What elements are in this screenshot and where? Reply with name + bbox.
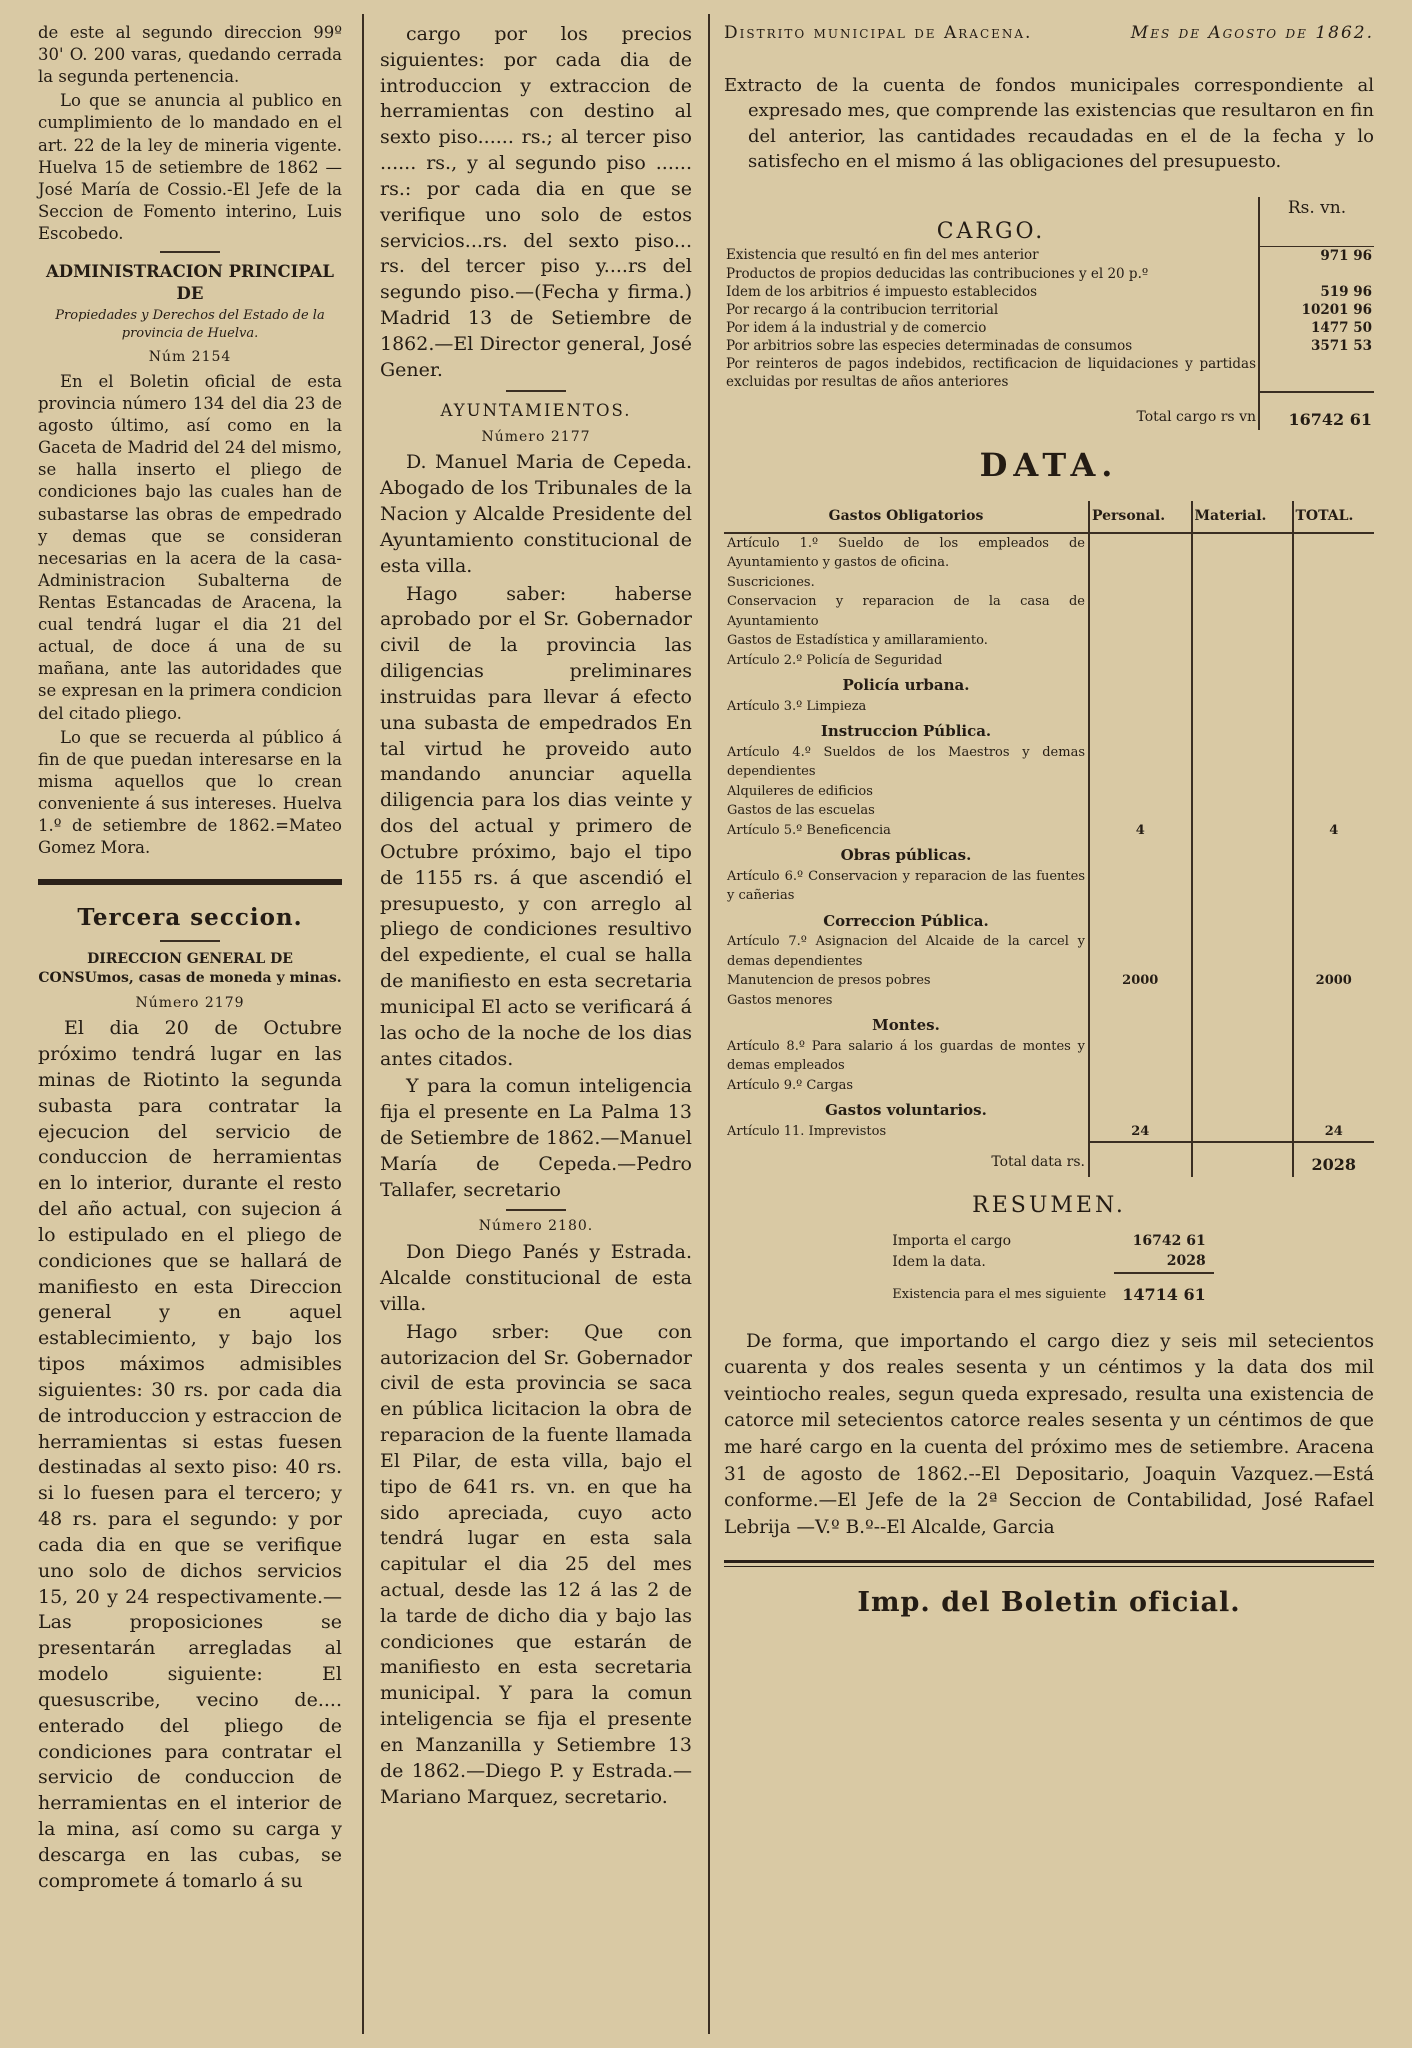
data-material (1192, 716, 1293, 743)
ayuntamientos-heading: AYUNTAMIENTOS. (440, 400, 632, 420)
cargo-label: Por reinteros de pagos indebidos, rectificacion de liquidaciones y partidas excluidas por resultas de años anteriores (726, 356, 1256, 391)
paragraph: Hago srber: Que con autorizacion del Sr. Gobernador civil de esta provincia se saca en pública licitacion la obra de reparacion de la fuente llamada El Pilar, de esta villa, bajo el tipo de 641 rs. vn. en que ha sido apreciada, cuyo acto tendrá lugar en esta sala capitular el dia 25 del mes actual, desde las 12 á las 2 de la tarde de dicho dia y bajo las condiciones que estarán de manifiesto en esta secretaria municipal. Y para la comun inteligencia se fija el presente en Manzanilla y Setiembre 13 de 1862.—Diego P. y Estrada.—Mariano Marquez, secretario. (380, 1320, 692, 1808)
data-row (724, 801, 1374, 821)
cargo-label: Idem de los arbitrios é impuesto establecidos (726, 284, 1038, 301)
data-label: Artículo 11. Imprevistos (727, 1123, 887, 1139)
data-total (1293, 743, 1375, 782)
data-label: Conservacion y reparacion de la casa de Ayuntamiento (727, 594, 1085, 629)
data-total (1293, 697, 1375, 717)
data-row (724, 697, 1374, 717)
paragraph: Don Diego Panés y Estrada. Alcalde constitucional de esta villa. (380, 1241, 692, 1315)
paragraph: Lo que se recuerda al público á fin de que puedan interesarse en la misma aquellos que lo crean conveniente á sus intereses. Huelva 1.º de setiembre de 1862.=Mateo Gomez Mora. (38, 727, 342, 858)
cargo-row (724, 319, 1374, 337)
data-total: 4 (1293, 821, 1375, 841)
notice-number: Núm 2154 (148, 349, 232, 366)
data-total (1293, 801, 1375, 821)
data-row (724, 631, 1374, 651)
data-total (1293, 651, 1375, 671)
data-material (1192, 631, 1293, 651)
resumen-total: 14714 61 (1114, 1273, 1214, 1306)
data-total (1293, 573, 1375, 593)
cargo-row (724, 301, 1374, 319)
data-personal: 4 (1089, 821, 1192, 841)
resumen-table (884, 1231, 1213, 1307)
data-personal (1089, 697, 1192, 717)
data-label: Artículo 4.º Sueldos de los Maestros y demas dependientes (727, 744, 1085, 780)
cargo-amount (1259, 265, 1374, 283)
data-personal (1089, 840, 1192, 867)
cargo-amount: 1477 50 (1259, 319, 1374, 337)
data-total (1293, 1010, 1375, 1037)
notice-number: Número 2180. (478, 1218, 594, 1235)
data-material (1192, 533, 1293, 573)
paragraph: Y para la comun inteligencia fija el presente en La Palma 13 de Setiembre de 1862.—Manuel María de Cepeda.—Pedro Tallafer, secretario (380, 1075, 692, 1201)
data-category-row (724, 716, 1374, 743)
data-personal (1089, 743, 1192, 782)
cargo-amount: 10201 96 (1259, 301, 1374, 319)
cargo-row (724, 283, 1374, 301)
data-personal (1089, 991, 1192, 1011)
notice-number: Número 2177 (481, 428, 591, 445)
data-personal: 24 (1089, 1122, 1192, 1143)
data-row (724, 821, 1374, 841)
data-total: 2028 (1293, 1142, 1375, 1177)
data-label: Artículo 5.º Beneficencia (727, 822, 891, 838)
cargo-label: Productos de propios deducidas las contribuciones y el 20 p.º (726, 266, 1149, 282)
data-label: Gastos menores (727, 992, 833, 1008)
cargo-amount: 519 96 (1259, 283, 1374, 301)
data-title: DATA. (979, 445, 1119, 484)
resumen-title: RESUMEN. (972, 1193, 1126, 1219)
cargo-unit: Rs. vn. (1259, 197, 1374, 246)
admin-subheading: Propiedades y Derechos del Estado de la provincia de Huelva. (55, 308, 325, 341)
resumen-amount: 16742 61 (1132, 1232, 1206, 1249)
resumen-row (884, 1231, 1213, 1252)
district-label: Distrito municipal de Aracena. (724, 23, 1033, 43)
data-category-row (724, 1095, 1374, 1122)
column-divider (708, 14, 710, 2034)
data-personal: 2000 (1089, 971, 1192, 991)
data-material (1192, 592, 1293, 631)
data-label: Gastos de las escuelas (727, 803, 875, 819)
data-personal (1089, 631, 1192, 651)
data-personal (1089, 1037, 1192, 1076)
cargo-label: Por recargo á la contribucion territorial (726, 302, 999, 319)
data-personal (1089, 782, 1192, 802)
data-total (1293, 1095, 1375, 1122)
cargo-label: Por idem á la industrial y de comercio (726, 320, 987, 337)
data-header-personal: Personal. (1089, 501, 1192, 533)
data-total (1293, 631, 1375, 651)
extracto-paragraph: Extracto de la cuenta de fondos municipales correspondiente al expresado mes, que comprende las existencias que resultaron en fin del anterior, las cantidades recaudadas en el de la fecha y lo satisfecho en el mismo á las obligaciones del presupuesto. (724, 74, 1374, 173)
data-header-concept: Gastos Obligatorios (724, 501, 1089, 533)
data-total (1293, 782, 1375, 802)
cargo-total-label: Total cargo rs vn (1136, 408, 1256, 425)
data-category-row (724, 906, 1374, 933)
resumen-label: Idem la data. (892, 1253, 986, 1270)
paragraph: Lo que se anuncia al publico en cumplimiento de lo mandado en el art. 22 de la ley de mineria vigente. Huelva 15 de setiembre de 1862 —José María de Cossio.-El Jefe de la Seccion de Fomento interino, Luis Escobedo. (38, 91, 342, 243)
data-row (724, 867, 1374, 906)
data-material (1192, 1122, 1293, 1143)
cargo-row (724, 246, 1374, 265)
cargo-amount: 971 96 (1259, 246, 1374, 265)
section-rule (38, 879, 342, 885)
data-row (724, 651, 1374, 671)
data-category-row (724, 670, 1374, 697)
data-material (1192, 1037, 1293, 1076)
column-divider (362, 14, 364, 2034)
data-total (1293, 1037, 1375, 1076)
data-personal (1089, 1076, 1192, 1096)
data-total (1293, 670, 1375, 697)
column-3 (724, 22, 1374, 1621)
data-row (724, 971, 1374, 991)
data-total (1293, 840, 1375, 867)
data-personal (1089, 867, 1192, 906)
data-category-label: Gastos voluntarios. (825, 1101, 987, 1120)
data-total (1293, 867, 1375, 906)
data-personal (1089, 1095, 1192, 1122)
resumen-amount: 2028 (1166, 1253, 1206, 1270)
data-material (1192, 932, 1293, 971)
notice-number: Número 2179 (135, 994, 245, 1011)
data-material (1192, 1010, 1293, 1037)
admin-heading: ADMINISTRACION PRINCIPAL DE (45, 262, 335, 304)
cargo-row (724, 337, 1374, 355)
data-personal (1089, 670, 1192, 697)
data-personal (1089, 592, 1192, 631)
data-category-row (724, 1010, 1374, 1037)
data-category-label: Montes. (872, 1016, 940, 1035)
data-material (1192, 1076, 1293, 1096)
data-label: Artículo 1.º Sueldo de los empleados de Ayuntamiento y gastos de oficina. (727, 535, 1085, 571)
data-material (1192, 573, 1293, 593)
data-material (1192, 801, 1293, 821)
cargo-table (724, 197, 1374, 430)
resumen-total-label: Existencia para el mes siguiente (892, 1286, 1107, 1302)
data-total (1293, 716, 1375, 743)
data-category-label: Obras públicas. (840, 846, 972, 865)
paragraph: D. Manuel Maria de Cepeda. Abogado de los Tribunales de la Nacion y Alcalde Presidente del Ayuntamiento constitucional de esta villa. (380, 451, 692, 577)
resumen-row (884, 1251, 1213, 1273)
data-total (1293, 991, 1375, 1011)
data-category-label: Policía urbana. (842, 676, 970, 695)
closing-paragraph: De forma, que importando el cargo diez y seis mil setecientos cuarenta y dos reales sesenta y un céntimos y la data dos mil veintiocho reales, segun queda expresado, resulta una existencia de catorce mil setecientos catorce reales sesenta y un céntimos de que me haré cargo en la cuenta del próximo mes de setiembre. Aracena 31 de agosto de 1862.--El Depositario, Joaquin Vazquez.—Está conforme.—El Jefe de la 2ª Seccion de Contabilidad, José Rafael Lebrija —V.º B.º--El Alcalde, Garcia (724, 1330, 1374, 1538)
data-material (1192, 840, 1293, 867)
divider (160, 940, 220, 942)
cargo-row (724, 265, 1374, 283)
data-label: Manutencion de presos pobres (727, 973, 931, 989)
data-row (724, 533, 1374, 573)
data-label: Gastos de Estadística y amillaramiento. (727, 633, 988, 649)
paragraph: de este al segundo direccion 99º 30' O. 200 varas, quedando cerrada la segunda pertenencia. (38, 23, 342, 87)
imprint-rule (724, 1566, 1374, 1567)
paragraph: En el Boletin oficial de esta provincia número 134 del dia 23 de agosto último, así como en la Gaceta de Madrid del 24 del mismo, se halla inserto el pliego de condiciones bajo las cuales han de subastarse las obras de empedrado y demas que se consideran necesarias en la acera de la casa-Administracion Subalterna de Rentas Estancadas de Aracena, la cual tendrá lugar el dia 21 del actual, de doce á una de su mañana, ante las autoridades que se expresan en la primera condicion del citado pliego. (38, 371, 342, 723)
resumen-label: Importa el cargo (892, 1232, 1012, 1249)
divider (506, 390, 566, 392)
data-label: Alquileres de edificios (727, 783, 873, 799)
cargo-total: 16742 61 (1259, 392, 1374, 430)
data-row (724, 1037, 1374, 1076)
data-total: 24 (1293, 1122, 1375, 1143)
direction-heading: DIRECCION GENERAL DE CONSUmos, casas de moneda y minas. (38, 951, 342, 986)
cargo-amount: 3571 53 (1259, 337, 1374, 355)
data-label: Artículo 6.º Conservacion y reparacion de las fuentes y cañerias (727, 868, 1085, 904)
data-material (1192, 697, 1293, 717)
data-material (1192, 971, 1293, 991)
data-row (724, 991, 1374, 1011)
imprint: Imp. del Boletin oficial. (857, 1586, 1241, 1618)
divider (160, 251, 220, 253)
data-material (1192, 670, 1293, 697)
data-material (1192, 1095, 1293, 1122)
data-personal (1089, 1010, 1192, 1037)
data-total (1293, 533, 1375, 573)
data-material (1192, 821, 1293, 841)
data-label: Artículo 8.º Para salario á los guardas de montes y demas empleados (727, 1038, 1085, 1074)
data-category-row (724, 840, 1374, 867)
data-row (724, 782, 1374, 802)
cargo-row (724, 355, 1374, 391)
data-row (724, 1122, 1374, 1143)
data-row (724, 592, 1374, 631)
data-row (724, 743, 1374, 782)
data-label: Artículo 9.º Cargas (727, 1077, 854, 1093)
data-personal (1089, 801, 1192, 821)
data-material (1192, 867, 1293, 906)
data-label: Suscriciones. (727, 574, 815, 590)
data-label: Artículo 2.º Policía de Seguridad (727, 652, 943, 668)
data-label: Artículo 3.º Limpieza (727, 698, 867, 714)
data-material (1192, 991, 1293, 1011)
data-material (1192, 651, 1293, 671)
data-header-total: TOTAL. (1293, 501, 1375, 533)
paragraph: Hago saber: haberse aprobado por el Sr. Gobernador civil de la provincia las diligencias preliminares instruidas para llevar á efecto una subasta de empedrados En tal virtud he proveido auto mandando anunciar aquella diligencia para los dias veinte y dos del actual y primero de Octubre próximo, bajo el tipo de 1155 rs. á que ascendió el presupuesto, y con arreglo al pliego de condiciones resultivo del expediente, el cual se halla de manifiesto en esta secretaria municipal El acto se verificará á las ocho de la noche de los dias antes citados. (380, 582, 692, 1070)
cargo-label: Por arbitrios sobre las especies determinadas de consumos (726, 338, 1133, 355)
month-label: Mes de Agosto de 1862. (1130, 23, 1374, 43)
data-personal (1089, 651, 1192, 671)
data-total (1293, 932, 1375, 971)
account-header (724, 22, 1374, 45)
data-personal (1089, 716, 1192, 743)
column-2 (380, 22, 692, 1812)
data-material (1192, 743, 1293, 782)
data-personal (1089, 932, 1192, 971)
data-category-label: Instruccion Pública. (820, 722, 992, 741)
data-total (1293, 906, 1375, 933)
data-personal (1089, 533, 1192, 573)
imprint-rule (724, 1560, 1374, 1563)
data-total-label: Total data rs. (991, 1154, 1085, 1171)
cargo-amount (1259, 355, 1374, 391)
paragraph: cargo por los precios siguientes: por cada dia de introduccion y extraccion de herramientas con destino al sexto piso...... rs.; al tercer piso ...... rs., y al segundo piso ...... rs.: por cada dia en que se verifique uno solo de estos servicios...rs. del sexto piso... rs. del tercer piso y....rs del segundo piso.—(Fecha y firma.) Madrid 13 de Setiembre de 1862.—El Director general, José Gener. (380, 23, 692, 381)
data-material (1192, 906, 1293, 933)
cargo-label: Existencia que resultó en fin del mes anterior (726, 247, 1039, 264)
column-1 (38, 22, 342, 1897)
data-material (1192, 782, 1293, 802)
data-category-label: Correccion Pública. (823, 911, 989, 930)
data-label: Artículo 7.º Asignacion del Alcaide de la carcel y demas dependientes (727, 934, 1085, 969)
data-row (724, 573, 1374, 593)
data-total: 2000 (1293, 971, 1375, 991)
data-total (1293, 1076, 1375, 1096)
data-row (724, 932, 1374, 971)
data-personal (1089, 906, 1192, 933)
section-title: Tercera seccion. (77, 904, 303, 932)
data-total (1293, 592, 1375, 631)
paragraph: El dia 20 de Octubre próximo tendrá lugar en las minas de Riotinto la segunda subasta para contratar la ejecucion del servicio de conduccion de herramientas en lo interior, durante el resto del año actual, con sujecion á lo estipulado en el pliego de condiciones que se hallará de manifiesto en esta Direccion general y en aquel establecimiento, y bajo los tipos máximos admisibles siguientes: 30 rs. por cada dia de introduccion y estraccion de herramientas si estas fuesen destinadas al sexto piso: 40 rs. si lo fuesen para el tercero; y 48 rs. para el segundo: y por cada dia en que se verifique uno solo de dichos servicios 15, 20 y 24 respectivamente.—Las proposiciones se presentarán arregladas al modelo siguiente: El quesuscribe, vecino de.... enterado del pliego de condiciones para contratar el servicio de conduccion de herramientas en el interior de la mina, así como su carga y descarga en las cubas, se compromete á tomarlo á su (38, 1017, 342, 1892)
data-header-material: Material. (1192, 501, 1293, 533)
data-table (724, 501, 1374, 1177)
divider (506, 1209, 566, 1211)
data-row (724, 1076, 1374, 1096)
cargo-title: CARGO. (936, 218, 1046, 244)
data-personal (1089, 573, 1192, 593)
